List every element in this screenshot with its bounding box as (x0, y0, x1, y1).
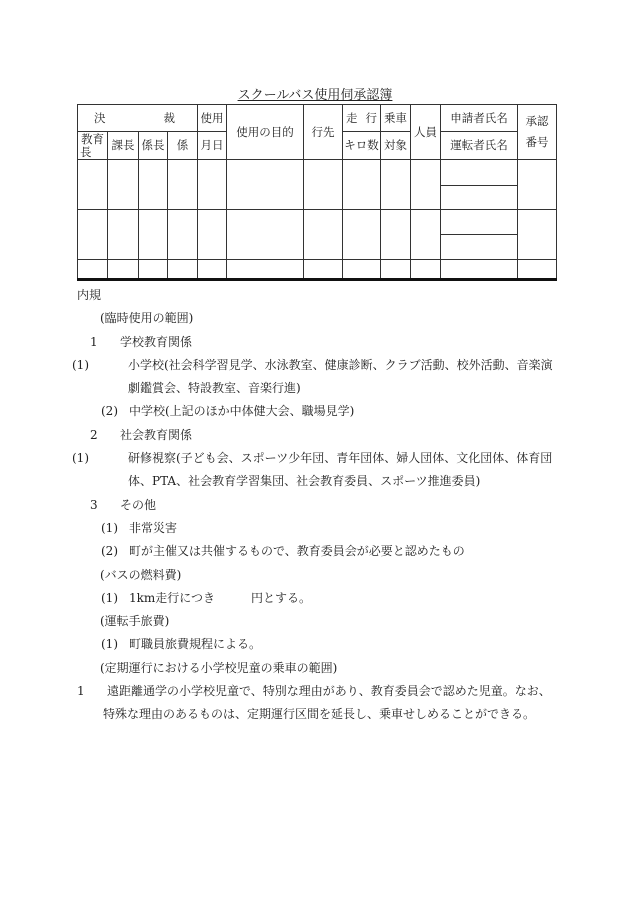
kessai-char-b: 裁 (163, 110, 175, 125)
section-3-title: その他 (120, 497, 157, 512)
table-row (78, 209, 557, 234)
table-cell[interactable] (381, 160, 411, 210)
section-3-item-2-number: (2) (101, 544, 118, 559)
section-1-item-2-number: (2) (101, 404, 118, 419)
fuel-item-1-text: 1km走行につき 円とする。 (129, 590, 312, 605)
destination-header: 行先 (304, 105, 343, 160)
section-2-title: 社会教育関係 (120, 427, 193, 442)
section-3 (77, 494, 557, 517)
section-3-item-1-number: (1) (101, 520, 118, 535)
sogyo-char-a: 走 (346, 110, 358, 125)
table-cell[interactable] (381, 259, 411, 279)
jousha-header-top: 乗車 (381, 105, 411, 132)
kakari-header: 係 (168, 132, 198, 160)
teiki-item-1 (77, 680, 557, 727)
table-cell[interactable] (227, 160, 304, 210)
travel-item-1 (77, 633, 557, 656)
table-cell[interactable] (78, 160, 108, 210)
table-cell[interactable] (441, 235, 518, 259)
table-cell[interactable] (411, 209, 441, 259)
table-cell[interactable] (343, 259, 381, 279)
table-cell[interactable] (108, 160, 139, 210)
table-cell[interactable] (441, 259, 518, 279)
table-cell[interactable] (343, 209, 381, 259)
table-cell[interactable] (78, 259, 108, 279)
teiki-item-1-number: 1 (77, 684, 85, 699)
rinji-heading: (臨時使用の範囲) (100, 311, 194, 326)
table-cell[interactable] (381, 209, 411, 259)
table-cell[interactable] (139, 160, 168, 210)
table-cell[interactable] (411, 160, 441, 210)
table-row (78, 160, 557, 185)
table-cell[interactable] (227, 209, 304, 259)
approval-register-table (77, 104, 557, 281)
section-2-item-1-number: (1) (72, 451, 89, 466)
table-cell[interactable] (198, 160, 227, 210)
section-1-item-1-number: (1) (72, 357, 89, 372)
kakaricho-header: 係長 (139, 132, 168, 160)
table-cell[interactable] (78, 209, 108, 259)
table-cell[interactable] (139, 259, 168, 279)
table-cell[interactable] (108, 259, 139, 279)
section-1-item-2-text: 中学校(上記のほか中体健大会、職場見学) (129, 404, 355, 419)
kyoiku-header (78, 132, 108, 160)
applicant-header: 申請者氏名 (441, 105, 518, 132)
fuel-heading: (バスの燃料費) (100, 567, 182, 582)
naiki-heading: 内規 (77, 288, 102, 302)
kilo-header: キロ数 (343, 132, 381, 160)
table-cell[interactable] (227, 259, 304, 279)
kacho-header: 課長 (108, 132, 139, 160)
purpose-header: 使用の目的 (227, 105, 304, 160)
teiki-item-1-text: 遠距離通学の小学校児童で、特別な理由があり、教育委員会で認めた児童。なお、特殊な理由のあるものは、定期運行区間を延長し、乗車せしめることができる。 (103, 684, 551, 722)
teiki-heading: (定期運行における小学校児童の乗車の範囲) (100, 660, 338, 675)
section-2-number: 2 (90, 427, 98, 442)
table-cell[interactable] (168, 259, 198, 279)
table-cell[interactable] (198, 209, 227, 259)
section-2-item-1 (72, 447, 557, 494)
section-1-item-1-text: 小学校(社会科学習見学、水泳教室、健康診断、クラブ活動、校外活動、音楽演劇鑑賞会、特設教室、音楽行進) (128, 357, 553, 396)
jousha-header-bottom: 対象 (381, 132, 411, 160)
section-1-item-1 (72, 354, 557, 401)
section-3-item-1 (77, 517, 557, 540)
driver-header: 運転者氏名 (441, 132, 518, 160)
section-1-number: 1 (90, 334, 98, 349)
fuel-item-1-number: (1) (101, 590, 118, 605)
table-cell[interactable] (168, 160, 198, 210)
section-1 (77, 331, 557, 354)
section-3-item-2 (77, 540, 557, 563)
people-header: 人員 (411, 105, 441, 160)
section-2 (77, 424, 557, 447)
table-cell[interactable] (343, 160, 381, 210)
shonin-line-1: 承認 (525, 113, 549, 128)
shonin-header (518, 105, 557, 160)
section-3-item-2-text: 町が主催又は共催するもので、教育委員会が必要と認めたもの (129, 544, 465, 559)
table-cell[interactable] (168, 209, 198, 259)
travel-item-1-number: (1) (101, 637, 118, 652)
travel-item-1-text: 町職員旅費規程による。 (129, 637, 262, 652)
table-cell[interactable] (518, 259, 557, 279)
page-title-text: スクールバス使用伺承認簿 (237, 88, 393, 103)
sogyo-header (343, 105, 381, 132)
table-cell[interactable] (441, 185, 518, 209)
shiyo-header-bottom: 月日 (198, 132, 227, 160)
table-cell[interactable] (304, 209, 343, 259)
table-cell[interactable] (441, 160, 518, 185)
regulations-body (72, 284, 557, 727)
shiyo-header-top: 使用 (198, 105, 227, 132)
section-3-number: 3 (90, 497, 98, 512)
table-cell[interactable] (518, 160, 557, 210)
kessai-char-a: 決 (94, 110, 106, 125)
page-title (0, 84, 630, 103)
fuel-item-1 (77, 587, 557, 610)
section-2-item-1-text: 研修視察(子ども会、スポーツ少年団、青年団体、婦人団体、文化団体、体育団体、PTA、社会教育学習集団、社会教育委員、スポーツ推進委員) (128, 451, 553, 489)
section-1-item-2 (77, 400, 557, 423)
table-cell[interactable] (304, 160, 343, 210)
kyoiku-line-2: 長 (80, 144, 92, 159)
table-cell[interactable] (304, 259, 343, 279)
table-cell[interactable] (139, 209, 168, 259)
table-cell[interactable] (198, 259, 227, 279)
section-3-item-1-text: 非常災害 (129, 520, 178, 535)
section-1-title: 学校教育関係 (120, 334, 193, 349)
table-cell[interactable] (108, 209, 139, 259)
travel-heading: (運転手旅費) (100, 614, 170, 629)
table-cell[interactable] (411, 259, 441, 279)
sogyo-char-b: 行 (365, 110, 377, 125)
kyoiku-line-1: 教育 (81, 131, 104, 146)
table-cell[interactable] (518, 209, 557, 259)
table-row (78, 259, 557, 279)
table-cell[interactable] (441, 209, 518, 234)
shonin-line-2: 番号 (525, 135, 549, 150)
kessai-header (78, 105, 198, 132)
